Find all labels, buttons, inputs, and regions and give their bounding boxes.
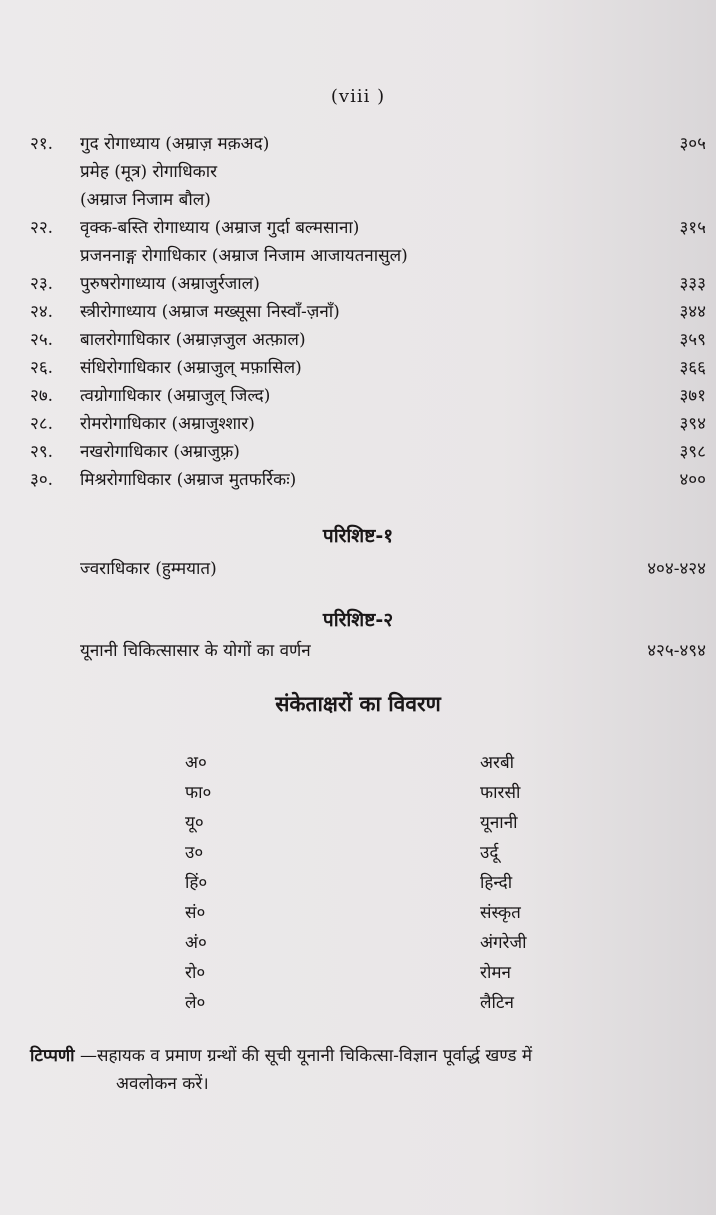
toc-number: २३. (30, 274, 54, 294)
toc-entry (30, 270, 706, 298)
abbreviation-row (0, 928, 716, 958)
toc-number: २७. (30, 386, 54, 406)
footnote-line-2: अवलोकन करें। (116, 1074, 209, 1094)
toc-title: स्त्रीरोगाध्याय (अम्राज मख्सूसा निस्वाँ-ज़नाँ) (80, 302, 340, 322)
footnote-line-1 (30, 1042, 706, 1070)
page-number: (viii ) (330, 86, 386, 107)
abbreviation-row (0, 988, 716, 1018)
toc-page: ३३३ (679, 274, 706, 294)
abbreviation: उ० (185, 843, 204, 863)
toc-page: ४०० (679, 470, 706, 490)
abbreviation-meaning: संस्कृत (480, 903, 521, 923)
toc-page: ३४४ (679, 302, 706, 322)
toc-number: २१. (30, 134, 54, 154)
toc-entry (30, 466, 706, 494)
appendix-1-entry (80, 556, 706, 579)
abbreviation-meaning: उर्दू (480, 843, 499, 863)
table-of-contents (30, 130, 706, 494)
abbreviation-meaning: हिन्दी (480, 873, 513, 893)
toc-title: बालरोगाधिकार (अम्राज़जुल अत्फ़ाल) (80, 330, 306, 350)
abbreviation-row (0, 838, 716, 868)
abbreviation-row (0, 778, 716, 808)
toc-page: ३०५ (679, 134, 706, 154)
toc-entry (30, 438, 706, 466)
toc-entry (30, 214, 706, 242)
toc-title: त्वग्रोगाधिकार (अम्राजुल् जिल्द) (80, 386, 271, 406)
appendix-2-title: यूनानी चिकित्सासार के योगों का वर्णन (80, 641, 311, 661)
toc-subtitle: प्रजननाङ्ग रोगाधिकार (अम्राज निजाम आजायतनासुल) (80, 246, 408, 266)
appendix-2-heading: परिशिष्ट-२ (322, 609, 394, 631)
toc-number: २८. (30, 414, 54, 434)
toc-page: ३९८ (679, 442, 706, 462)
abbreviation-row (0, 868, 716, 898)
toc-entry (30, 298, 706, 326)
toc-number: २२. (30, 218, 54, 238)
toc-number: ३०. (30, 470, 54, 490)
appendix-1-title: ज्वराधिकार (हुम्मयात) (80, 559, 217, 579)
abbreviation-meaning: लैटिन (480, 993, 514, 1013)
toc-number: २४. (30, 302, 54, 322)
abbreviation-row (0, 898, 716, 928)
abbreviation-meaning: रोमन (480, 963, 511, 983)
abbreviation-meaning: यूनानी (480, 813, 518, 833)
appendix-1-pages: ४०४-४२४ (647, 559, 706, 579)
abbreviation: अं० (185, 933, 207, 953)
abbreviation: यू० (185, 813, 204, 833)
appendix-2-entry (80, 638, 706, 661)
abbreviation-meaning: अंगरेजी (480, 933, 527, 953)
abbreviations-list (0, 748, 716, 1018)
toc-title: मिश्ररोगाधिकार (अम्राज मुतफर्रिकः) (80, 470, 297, 490)
toc-entry (30, 382, 706, 410)
abbreviation-row (0, 958, 716, 988)
abbreviation: हिं० (185, 873, 208, 893)
abbreviation: रो० (185, 963, 206, 983)
toc-page: ३१५ (679, 218, 706, 238)
toc-page: ३५९ (679, 330, 706, 350)
toc-page: ३७१ (679, 386, 706, 406)
abbreviation: ले० (185, 993, 206, 1013)
toc-entry (30, 130, 706, 158)
toc-title: गुद रोगाध्याय (अम्राज़ मक़अद) (80, 134, 270, 154)
toc-title: पुरुषरोगाध्याय (अम्राजुर्रजाल) (80, 274, 260, 294)
abbreviation-row (0, 808, 716, 838)
toc-number: २९. (30, 442, 54, 462)
toc-subtitle: प्रमेह (मूत्र) रोगाधिकार (80, 162, 218, 182)
footnote-text: —सहायक व प्रमाण ग्रन्थों की सूची यूनानी चिकित्सा-विज्ञान पूर्वार्द्ध खण्ड में (74, 1046, 532, 1066)
toc-title: संधिरोगाधिकार (अम्राजुल् मफ़ासिल) (80, 358, 302, 378)
toc-title: रोमरोगाधिकार (अम्राजुश्शार) (80, 414, 255, 434)
toc-page: ३६६ (679, 358, 706, 378)
abbreviation-meaning: फारसी (480, 783, 521, 803)
toc-title: वृक्क-बस्ति रोगाध्याय (अम्राज गुर्दा बल्मसाना) (80, 218, 360, 238)
footnote (30, 1042, 706, 1098)
footnote-label: टिप्पणी (30, 1046, 75, 1066)
abbreviation-row (0, 748, 716, 778)
toc-page: ३९४ (679, 414, 706, 434)
appendix-1-heading: परिशिष्ट-१ (322, 525, 394, 547)
appendix-2-pages: ४२५-४९४ (647, 641, 706, 661)
abbreviations-heading: संकेताक्षरों का विवरण (275, 692, 441, 716)
toc-number: २५. (30, 330, 54, 350)
abbreviation: फा० (185, 783, 212, 803)
toc-entry (30, 410, 706, 438)
toc-title: नखरोगाधिकार (अम्राजुफ़्र) (80, 442, 240, 462)
abbreviation-meaning: अरबी (480, 753, 515, 773)
abbreviation: सं० (185, 903, 206, 923)
abbreviation: अ० (185, 753, 207, 773)
toc-subtitle: (अम्राज निजाम बौल) (80, 190, 211, 210)
toc-entry (30, 354, 706, 382)
toc-entry (30, 326, 706, 354)
toc-number: २६. (30, 358, 54, 378)
